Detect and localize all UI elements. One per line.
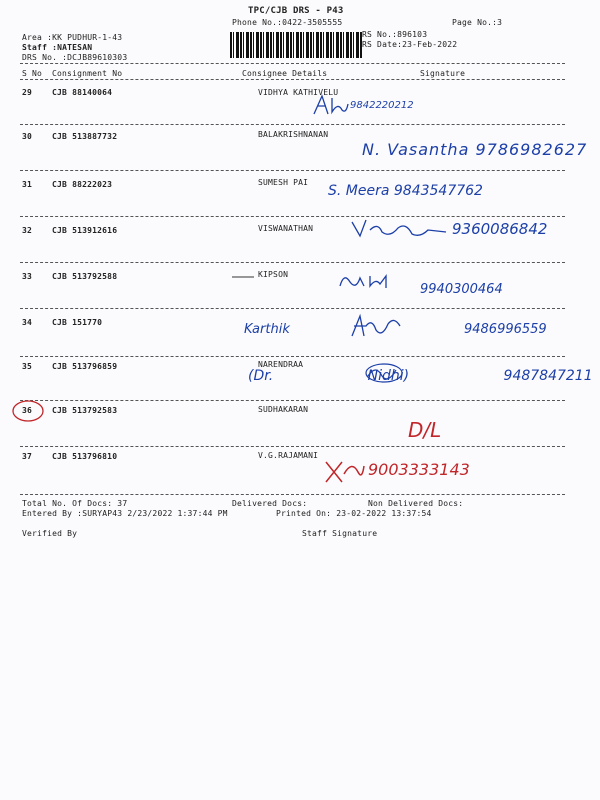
row-consignment: CJB 151770 — [52, 318, 103, 327]
row-divider — [20, 446, 565, 447]
page-number: Page No.:3 — [452, 18, 503, 27]
row-divider — [20, 170, 565, 171]
row-sno: 33 — [22, 272, 33, 281]
row-consignee: BALAKRISHNANAN — [258, 130, 329, 139]
row-divider — [20, 262, 565, 263]
row-consignee: SUDHAKARAN — [258, 405, 309, 414]
signature-scribble — [322, 456, 366, 488]
row-sno: 31 — [22, 180, 33, 189]
total-docs: Total No. Of Docs: 37 — [22, 499, 128, 508]
area-label: Area :KK PUDHUR-1-43 — [22, 33, 123, 42]
rs-date: RS Date:23-Feb-2022 — [362, 40, 458, 49]
row-sno: 36 — [22, 406, 33, 415]
signature-text: D/L — [408, 418, 442, 442]
row-sno: 35 — [22, 362, 33, 371]
row-consignee: VISWANATHAN — [258, 224, 314, 233]
row-divider — [20, 400, 565, 401]
row-divider — [20, 308, 565, 309]
entered-by: Entered By :SURYAP43 2/23/2022 1:37:44 PM — [22, 509, 228, 518]
row-sno: 29 — [22, 88, 33, 97]
row-consignee: NARENDRAA — [258, 360, 304, 369]
dash-mark — [230, 274, 256, 280]
delivered-docs: Delivered Docs: — [232, 499, 308, 508]
col-consignee: Consignee Details — [242, 69, 328, 78]
signature-text: 9940300464 — [420, 282, 503, 297]
column-rule — [20, 79, 565, 80]
row-consignment: CJB 88222023 — [52, 180, 113, 189]
row-sno: 34 — [22, 318, 33, 327]
row-divider — [20, 356, 565, 357]
row-consignment: CJB 513792588 — [52, 272, 118, 281]
row-consignee: KIPSON — [258, 270, 289, 279]
row-consignment: CJB 513887732 — [52, 132, 118, 141]
signature-scribble — [310, 92, 350, 118]
row-consignment: CJB 513796859 — [52, 362, 118, 371]
signature-text: 9842220212 — [350, 100, 414, 111]
printed-on: Printed On: 23-02-2022 13:37:54 — [276, 509, 432, 518]
staff-signature: Staff Signature — [302, 529, 378, 538]
row-consignment: CJB 513796810 — [52, 452, 118, 461]
row-sno: 37 — [22, 452, 33, 461]
row-consignee: SUMESH PAI — [258, 178, 309, 187]
signature-text: (Dr. Nidhi) 9487847211 — [248, 368, 593, 384]
header-rule — [20, 63, 565, 64]
staff-label: Staff :NATESAN — [22, 43, 93, 52]
row-consignment: CJB 513912616 — [52, 226, 118, 235]
row-consignee: VIDHYA KATHIVELU — [258, 88, 339, 97]
signature-text: 9003333143 — [368, 460, 470, 479]
non-delivered-docs: Non Delivered Docs: — [368, 499, 464, 508]
row-sno: 32 — [22, 226, 33, 235]
footer-rule — [20, 494, 565, 495]
signature-scribble — [336, 268, 416, 292]
signature-text: Karthik 9486996559 — [244, 322, 547, 337]
document-title: TPC/CJB DRS - P43 — [248, 6, 344, 16]
row-divider — [20, 216, 565, 217]
rs-number: RS No.:896103 — [362, 30, 428, 39]
col-signature: Signature — [420, 69, 466, 78]
row-sno: 30 — [22, 132, 33, 141]
signature-text: 9360086842 — [452, 220, 548, 238]
barcode — [230, 32, 362, 58]
row-consignment: CJB 88140064 — [52, 88, 113, 97]
row-divider — [20, 124, 565, 125]
col-consignment: Consignment No — [52, 69, 123, 78]
row-consignee: V.G.RAJAMANI — [258, 451, 319, 460]
col-sno: S No — [22, 69, 43, 78]
signature-text: S. Meera 9843547762 — [328, 183, 483, 199]
row-consignment: CJB 513792583 — [52, 406, 118, 415]
drs-number: DRS No. :DCJB89610303 — [22, 53, 128, 62]
phone-number: Phone No.:0422-3505555 — [232, 18, 343, 27]
verified-by: Verified By — [22, 529, 78, 538]
signature-text: N. Vasantha 9786982627 — [362, 140, 588, 159]
signature-scribble — [350, 216, 450, 242]
